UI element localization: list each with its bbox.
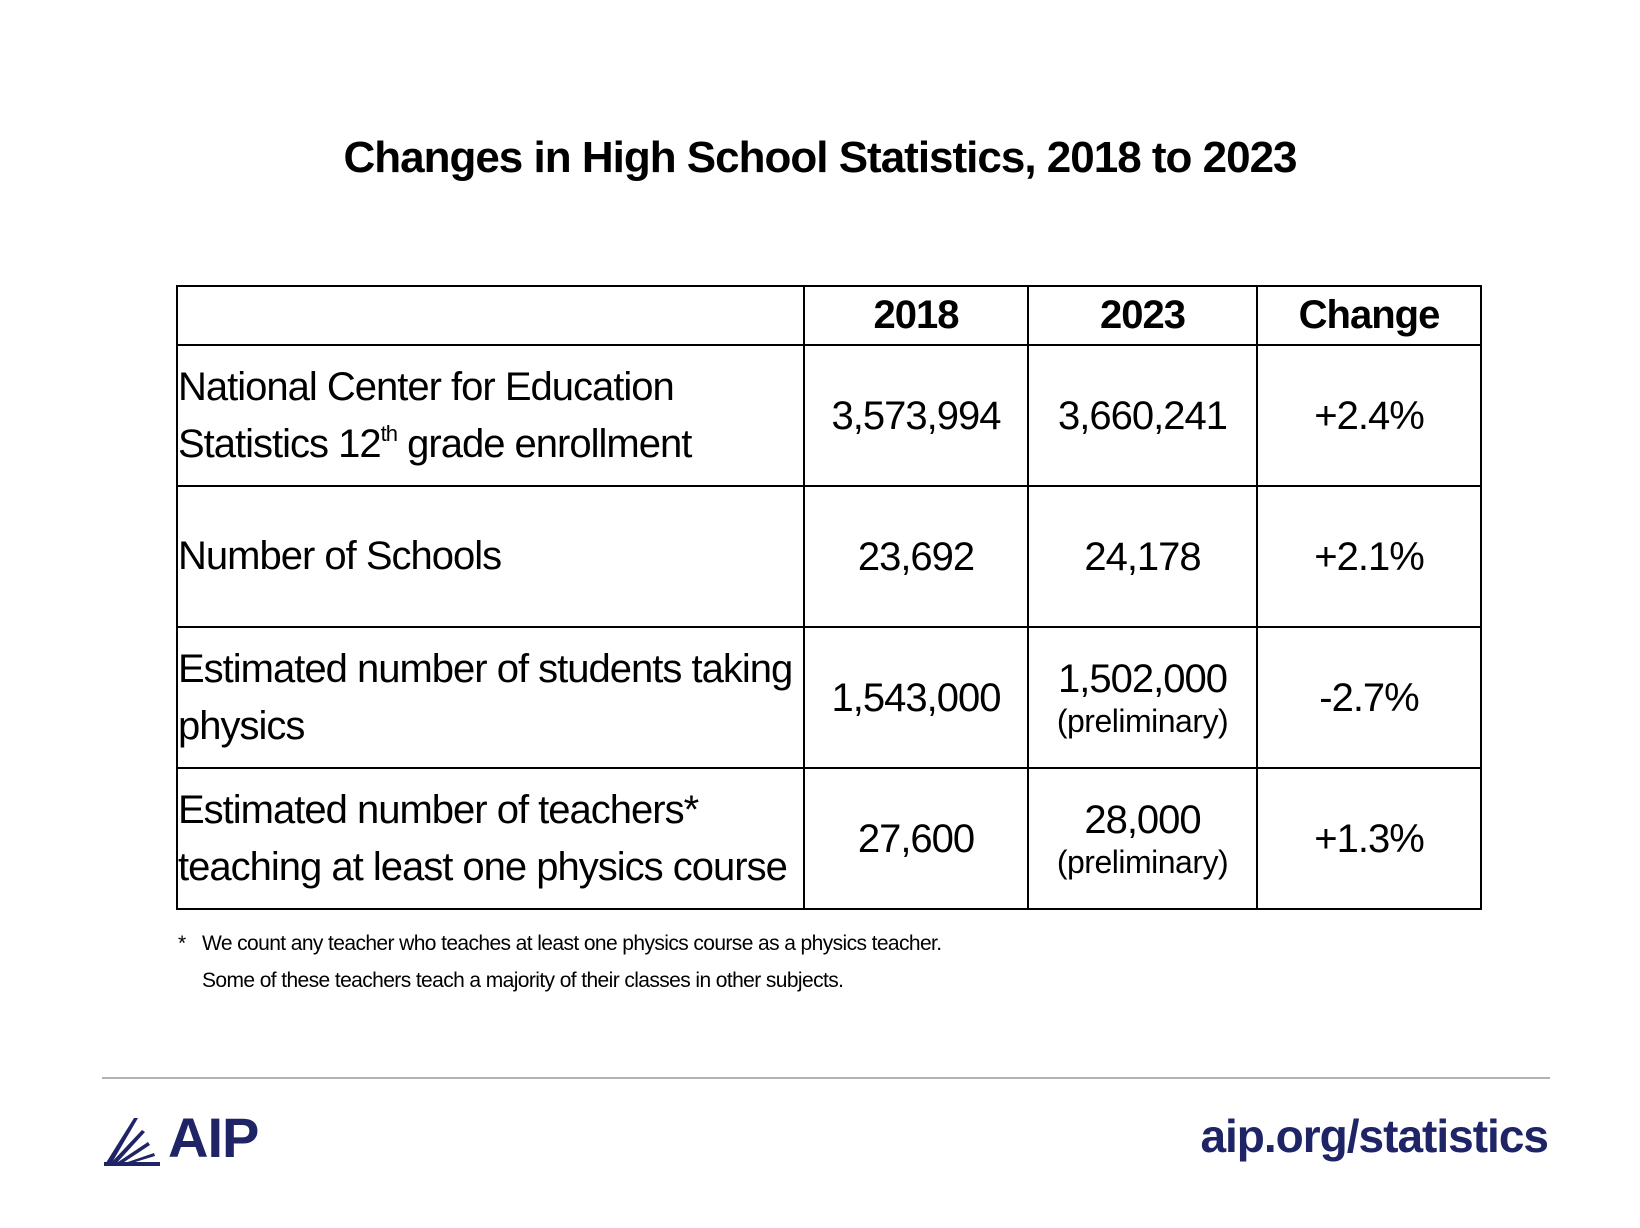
header-cell-2023: 2023 <box>1028 286 1257 345</box>
row-label-line: Estimated number of teachers* <box>178 787 699 832</box>
footnote-marker: * <box>178 932 186 955</box>
cell-value: 24,178 <box>1084 534 1201 579</box>
cell-2023 <box>1028 627 1257 768</box>
footnote-line: Some of these teachers teach a majority of their classes in other subjects. <box>202 969 844 992</box>
cell-value: 23,692 <box>857 534 975 579</box>
table-row <box>177 768 1481 909</box>
cell-2018 <box>804 627 1028 768</box>
table-row <box>177 486 1481 627</box>
cell-2018 <box>804 345 1028 486</box>
cell-value: +1.3% <box>1314 816 1424 861</box>
row-label-line: physics <box>178 703 305 748</box>
logo-text: AIP <box>168 1106 259 1169</box>
cell-value: 3,660,241 <box>1058 393 1227 438</box>
row-label-enrollment <box>177 345 804 486</box>
table-row <box>177 345 1481 486</box>
cell-value: 1,543,000 <box>831 675 1001 720</box>
footer-divider <box>102 1077 1550 1079</box>
table-row <box>177 627 1481 768</box>
cell-value: 28,000 <box>1084 797 1201 842</box>
preliminary-note: (preliminary) <box>1056 702 1229 739</box>
cell-value: 1,502,000 <box>1058 656 1227 701</box>
cell-2018 <box>804 486 1028 627</box>
cell-change <box>1257 486 1481 627</box>
aip-logo-icon <box>104 1116 160 1166</box>
preliminary-note: (preliminary) <box>1056 843 1229 880</box>
ordinal-suffix: th <box>380 420 398 446</box>
table-header-row <box>177 286 1481 345</box>
cell-value: -2.7% <box>1319 675 1419 720</box>
aip-logo <box>104 1106 259 1169</box>
website-link[interactable]: aip.org/statistics <box>1200 1110 1548 1162</box>
row-label-line: Number of Schools <box>178 534 502 578</box>
row-label-line: Statistics 12 <box>178 421 381 466</box>
cell-2023 <box>1028 768 1257 909</box>
row-label-line: National Center for Education <box>178 364 674 409</box>
cell-2018 <box>804 768 1028 909</box>
header-cell-blank <box>177 286 804 345</box>
cell-change <box>1257 768 1481 909</box>
statistics-table <box>176 285 1482 910</box>
row-label-line: teaching at least one physics course <box>178 844 787 889</box>
cell-value: 3,573,994 <box>831 393 1001 438</box>
cell-2023 <box>1028 345 1257 486</box>
cell-change <box>1257 627 1481 768</box>
row-label-schools <box>177 486 804 627</box>
row-label-students <box>177 627 804 768</box>
cell-value: +2.1% <box>1314 534 1424 579</box>
cell-change <box>1257 345 1481 486</box>
footnote-line: We count any teacher who teaches at least one physics course as a physics teacher. <box>202 932 942 955</box>
header-cell-change: Change <box>1257 286 1481 345</box>
row-label-teachers <box>177 768 804 909</box>
cell-2023 <box>1028 486 1257 627</box>
cell-value: +2.4% <box>1314 393 1424 438</box>
row-label-line: grade enrollment <box>397 421 692 466</box>
page-title: Changes in High School Statistics, 2018 to 2023 <box>343 133 1297 182</box>
header-cell-2018: 2018 <box>804 286 1028 345</box>
cell-value: 27,600 <box>857 816 975 861</box>
footnote <box>178 925 942 999</box>
row-label-line: Estimated number of students taking <box>178 646 793 691</box>
